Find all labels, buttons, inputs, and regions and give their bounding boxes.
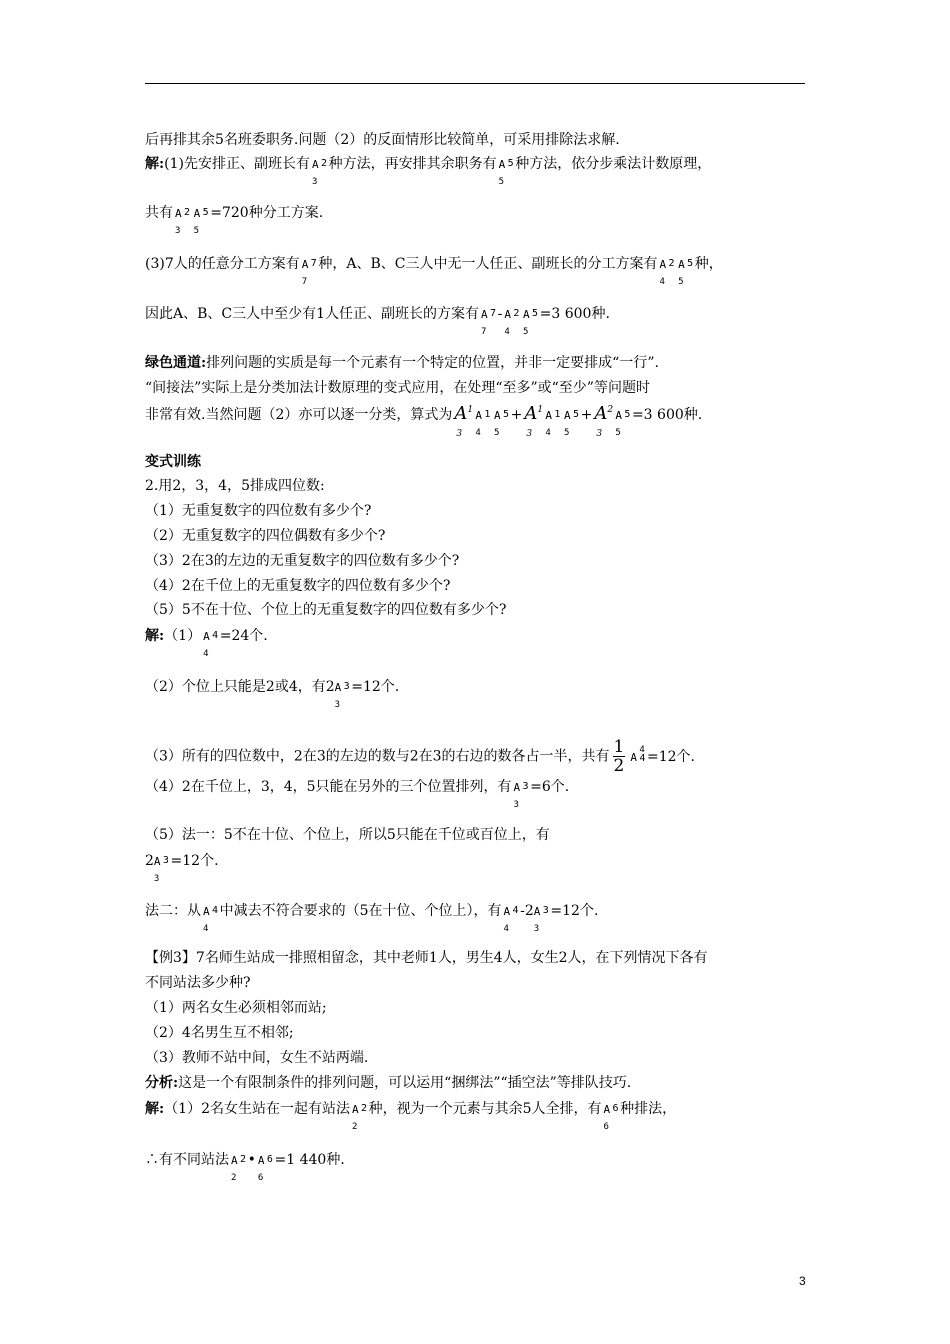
permutation-symbol: A 3 3 (533, 905, 549, 934)
permutation-symbol: A 3 1 (524, 403, 544, 439)
text-line: （5）法一：5不在十位、个位上，所以5只能在千位或百位上，有 (145, 827, 550, 843)
permutation-symbol: A 2 2 (352, 1103, 368, 1132)
permutation-symbol: A 5 5 (493, 409, 510, 438)
permutation-symbol: A 5 5 (615, 409, 631, 438)
text-line: 解:(1)先安排正、副班长有 A 2 3 种方法，再安排其余职务有 A 5 5 种方法，依分步乘法计数原理， (145, 156, 712, 187)
permutation-symbol: A 7 7 (481, 308, 497, 337)
text-line: 2A 3 3 =12个. (145, 853, 219, 884)
header-rule (145, 83, 805, 84)
permutation-symbol: A 4 4 (503, 905, 519, 934)
permutation-symbol: A 5 5 (678, 258, 694, 287)
section-title: 变式训练 (145, 454, 201, 470)
text-line: （4）2在千位上的无重复数字的四位数有多少个? (145, 578, 451, 594)
permutation-symbol: A 3 3 (334, 681, 350, 710)
text-line: 共有 A 2 3 A 5 5 =720种分工方案. (145, 205, 324, 236)
text-line: (3)7人的任意分工方案有 A 7 7 种，A、B、C三人中无一人任正、副班长的分工方案有 A 2 4 A 5 5 种， (145, 256, 723, 287)
text-line: 解:（1） A 4 4 =24个. (145, 628, 268, 659)
text-line: （2）4名男生互不相邻; (145, 1025, 294, 1041)
permutation-symbol: A 5 5 (193, 207, 209, 236)
text-line: 分析:这是一个有限制条件的排列问题，可以运用“捆绑法”“插空法”等排队技巧. (145, 1075, 632, 1091)
permutation-symbol: A 6 6 (603, 1103, 619, 1132)
text-line: （1）两名女生必须相邻而站; (145, 1000, 327, 1016)
text-line: （5）5不在十位、个位上的无重复数字的四位数有多少个? (145, 602, 507, 618)
permutation-symbol: A 7 7 (301, 258, 317, 287)
text-line: 解:（1）2名女生站在一起有站法 A 2 2 种，视为一个元素与其余5人全排，有 A 6 6 种排法， (145, 1101, 677, 1132)
permutation-symbol: A 3 1 (454, 403, 474, 439)
permutation-symbol: A 6 6 (257, 1154, 273, 1183)
permutation-symbol: A 2 4 (659, 258, 675, 287)
page-number: 3 (799, 1274, 806, 1288)
permutation-symbol: A 3 2 (594, 403, 614, 439)
text-line: ∴有不同站法 A 2 2 • A 6 6 =1 440种. (145, 1152, 345, 1183)
text-line: 绿色通道:排列问题的实质是每一个元素有一个特定的位置，并非一定要排成“一行”. (145, 355, 659, 371)
permutation-symbol: A 1 4 (475, 409, 491, 438)
permutation-symbol: A 5 5 (563, 409, 579, 438)
permutation-symbol: A 4 4 (630, 744, 646, 764)
text-line: 非常有效.当然问题（2）亦可以逐一分类，算式为 A 3 1 A 1 4 A 5 5 + A 3 1 A 1 4 A 5 5 + A 3 2 A 5 5 =3 600种. (145, 403, 703, 439)
text-line: “间接法”实际上是分类加法计数原理的变式应用，在处理“至多”或“至少”等问题时 (145, 380, 650, 396)
permutation-symbol: A 3 3 (153, 855, 169, 884)
text-line: 法二：从 A 4 4 中减去不符合要求的（5在十位、个位上），有 A 4 4 -2A 3 3 =12个. (145, 903, 599, 934)
text-line: （2）无重复数字的四位偶数有多少个? (145, 528, 386, 544)
permutation-symbol: A 2 3 (175, 207, 191, 236)
permutation-symbol: A 4 4 (203, 905, 219, 934)
text-line: 因此A、B、C三人中至少有1人任正、副班长的方案有 A 7 7 - A 2 4 A 5 5 =3 600种. (145, 306, 610, 337)
permutation-symbol: A 2 2 (231, 1154, 247, 1183)
permutation-symbol: A 2 4 (504, 308, 520, 337)
text-line: 2.用2，3，4，5排成四位数: (145, 478, 325, 494)
permutation-symbol: A 5 5 (523, 308, 539, 337)
text-line: （4）2在千位上，3，4，5只能在另外的三个位置排列，有 A 3 3 =6个. (145, 779, 570, 810)
text-line: （3）所有的四位数中，2在3的左边的数与2在3的右边的数各占一半，共有 $\frac{1}{2}$ A 4 4 =12个. (145, 737, 695, 776)
permutation-symbol: A 3 3 (513, 781, 529, 810)
permutation-symbol: A 2 3 (312, 158, 328, 187)
text-line: 不同站法多少种? (145, 975, 251, 991)
permutation-symbol: A 4 4 (203, 630, 219, 659)
text-line: 【例3】7名师生站成一排照相留念，其中老师1人，男生4人，女生2人，在下列情况下各有 (145, 950, 708, 966)
text-line: （3）教师不站中间，女生不站两端. (145, 1050, 369, 1066)
fraction: $\frac{1}{2}$ (613, 737, 625, 776)
text-line: （2）个位上只能是2或4，有2A 3 3 =12个. (145, 679, 400, 710)
permutation-symbol: A 1 4 (545, 409, 561, 438)
text-line: 后再排其余5名班委职务.问题（2）的反面情形比较简单，可采用排除法求解. (145, 132, 620, 148)
text-line: （1）无重复数字的四位数有多少个? (145, 503, 372, 519)
text-line: （3）2在3的左边的无重复数字的四位数有多少个? (145, 553, 460, 569)
permutation-symbol: A 5 5 (498, 158, 514, 187)
